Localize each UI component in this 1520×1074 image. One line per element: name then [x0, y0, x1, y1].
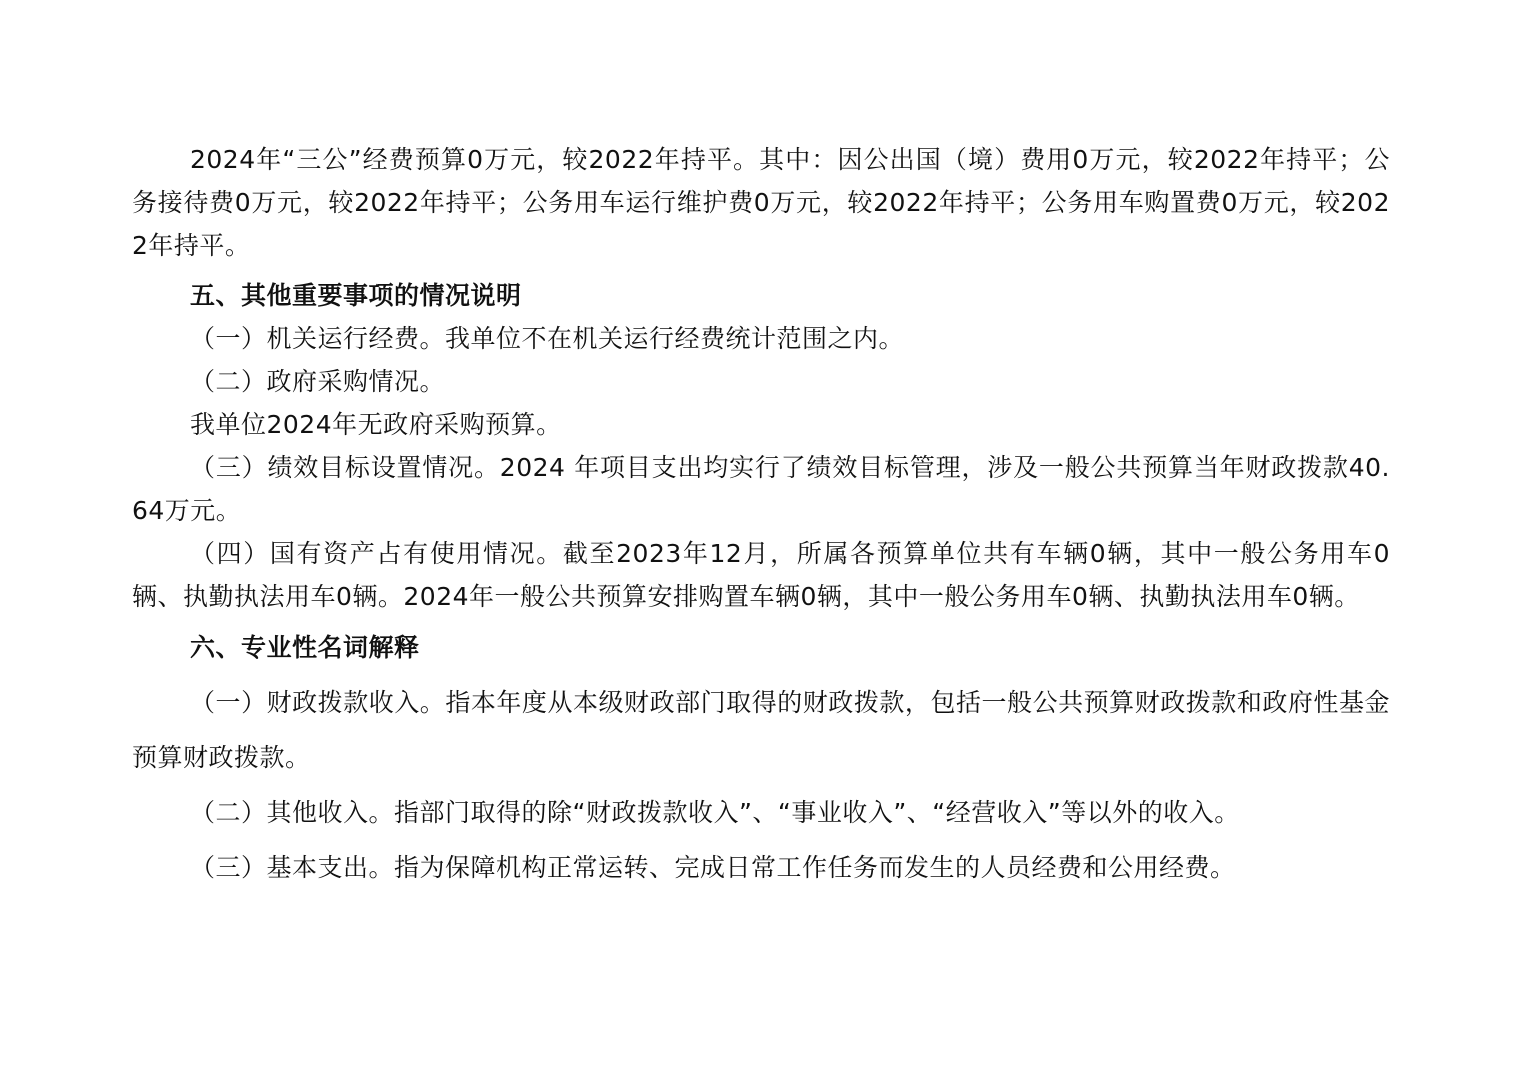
section-6-item-3: （三）基本支出。指为保障机构正常运转、完成日常工作任务而发生的人员经费和公用经费。 [190, 853, 1236, 882]
sangong-paragraph: 2024年“三公”经费预算0万元，较2022年持平。其中：因公出国（境）费用0万元，较2022年持平；公务接待费0万元，较2022年持平；公务用车运行维护费0万元，较2022年持平；公务用车购置费0万元，较2022年持平。 [132, 145, 1390, 260]
section-6-item-1: （一）财政拨款收入。指本年度从本级财政部门取得的财政拨款，包括一般公共预算财政拨款和政府性基金预算财政拨款。 [132, 688, 1390, 772]
section-5-item-2-body: 我单位2024年无政府采购预算。 [190, 410, 562, 439]
section-5-item-4: （四）国有资产占有使用情况。截至2023年12月，所属各预算单位共有车辆0辆，其中一般公务用车0辆、执勤执法用车0辆。2024年一般公共预算安排购置车辆0辆，其中一般公务用车0辆、执勤执法用车0辆。 [132, 539, 1390, 611]
section-5-item-3: （三）绩效目标设置情况。2024 年项目支出均实行了绩效目标管理，涉及一般公共预算当年财政拨款40.64万元。 [132, 453, 1390, 525]
document-page [132, 138, 1390, 895]
section-5-item-2: （二）政府采购情况。 [190, 367, 446, 396]
section-5-heading: 五、其他重要事项的情况说明 [190, 281, 522, 310]
section-5-item-1: （一）机关运行经费。我单位不在机关运行经费统计范围之内。 [190, 324, 905, 353]
section-6-heading: 六、专业性名词解释 [190, 633, 420, 662]
section-6-item-2: （二）其他收入。指部门取得的除“财政拨款收入”、“事业收入”、“经营收入”等以外的收入。 [190, 798, 1240, 827]
